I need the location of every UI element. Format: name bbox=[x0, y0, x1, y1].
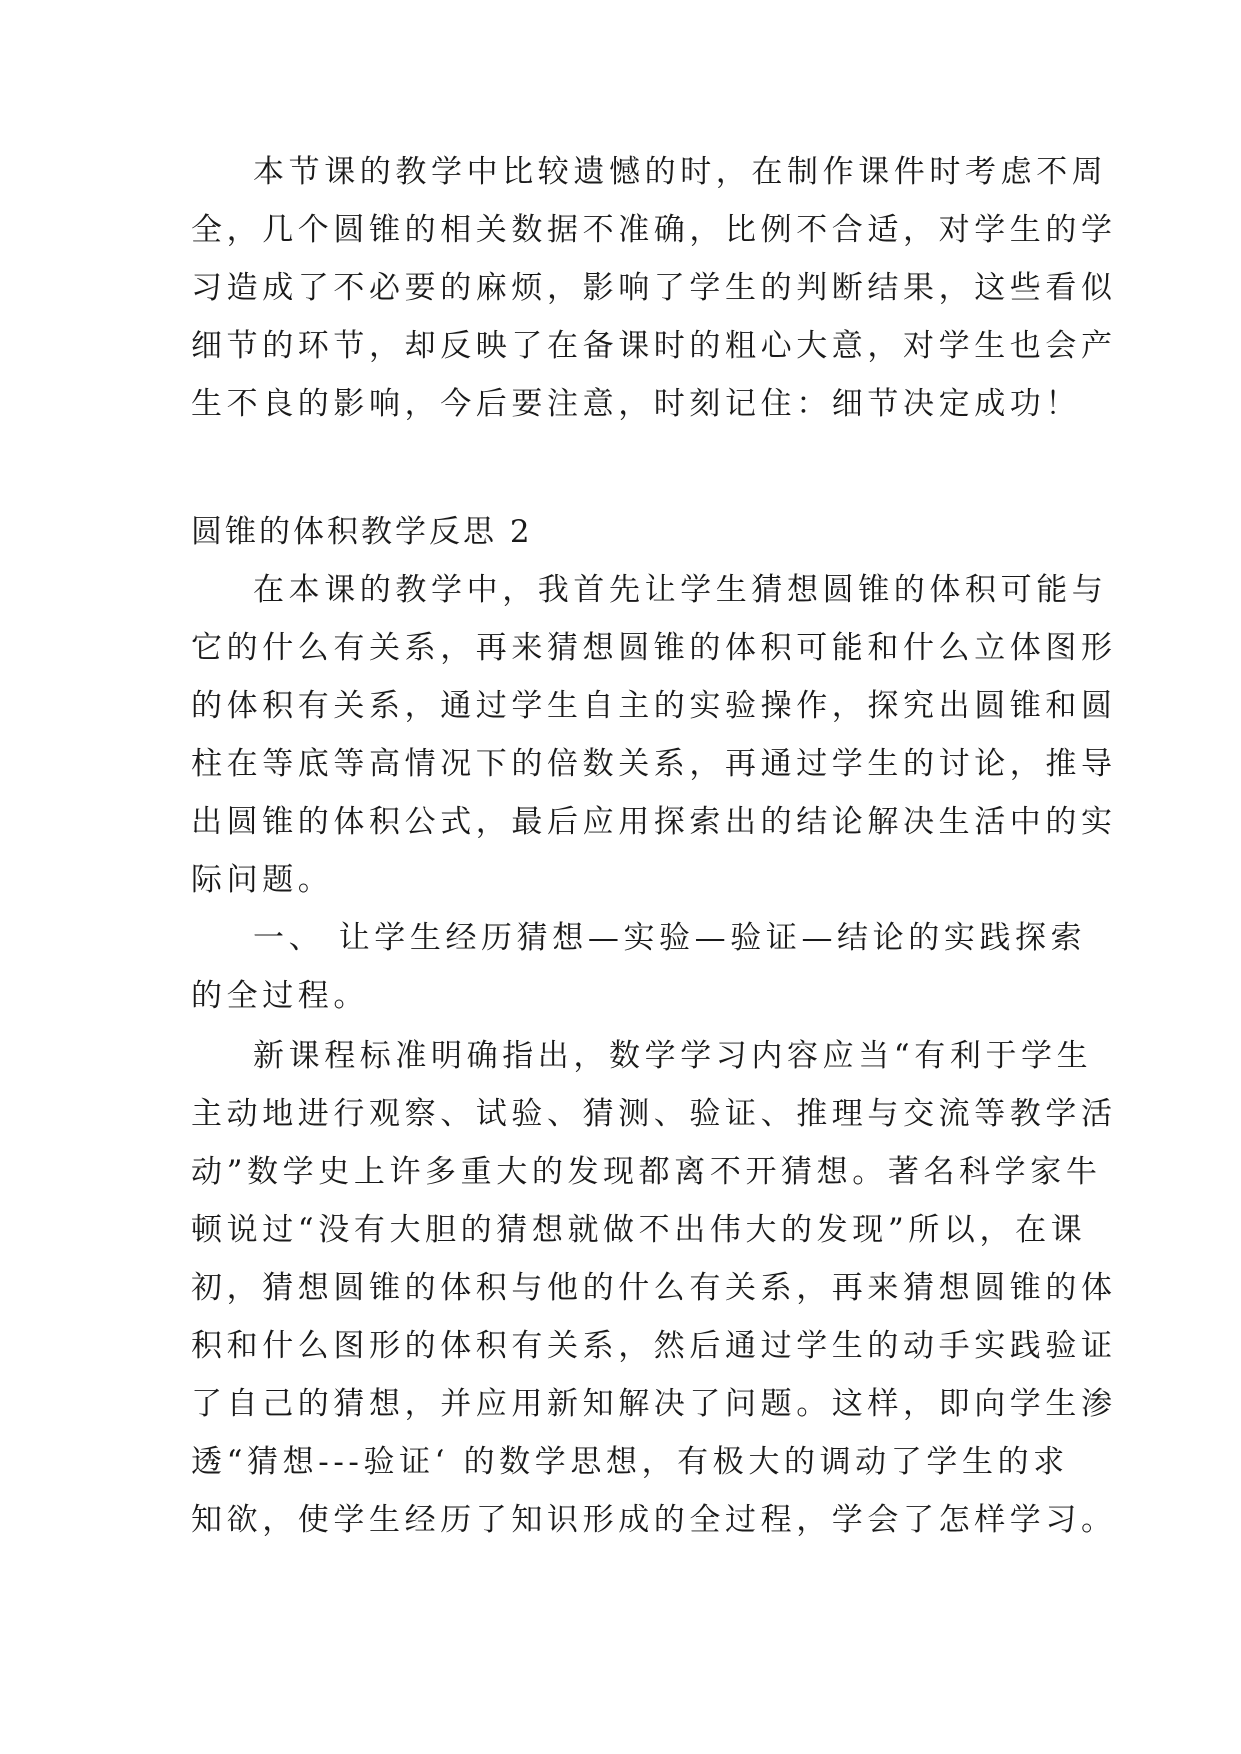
paragraph-2-line: 柱在等底等高情况下的倍数关系，再通过学生的讨论，推导 bbox=[191, 746, 1117, 782]
section-1-title-line: 的全过程。 bbox=[191, 978, 369, 1014]
paragraph-1-line: 本节课的教学中比较遗憾的时，在制作课件时考虑不周 bbox=[253, 154, 1108, 190]
paragraph-1-line: 全，几个圆锥的相关数据不准确，比例不合适，对学生的学 bbox=[191, 212, 1117, 248]
paragraph-2-line: 的体积有关系，通过学生自主的实验操作，探究出圆锥和圆 bbox=[191, 688, 1117, 724]
paragraph-3-line: 知欲，使学生经历了知识形成的全过程，学会了怎样学习。 bbox=[191, 1502, 1117, 1538]
paragraph-3-line: 主动地进行观察、试验、猜测、验证、推理与交流等教学活 bbox=[191, 1096, 1117, 1132]
paragraph-2-line: 际问题。 bbox=[191, 862, 334, 898]
paragraph-3-line: 积和什么图形的体积有关系，然后通过学生的动手实践验证 bbox=[191, 1328, 1117, 1364]
paragraph-2-line: 出圆锥的体积公式，最后应用探索出的结论解决生活中的实 bbox=[191, 804, 1117, 840]
section-1-title-line: 一、 让学生经历猜想—实验—验证—结论的实践探索 bbox=[253, 920, 1087, 956]
paragraph-3-line: 了自己的猜想，并应用新知解决了问题。这样，即向学生渗 bbox=[191, 1386, 1117, 1422]
paragraph-3-line: 初，猜想圆锥的体积与他的什么有关系，再来猜想圆锥的体 bbox=[191, 1270, 1117, 1306]
paragraph-1-line: 细节的环节，却反映了在备课时的粗心大意，对学生也会产 bbox=[191, 328, 1117, 364]
paragraph-3-line: 透“猜想---验证‘ 的数学思想，有极大的调动了学生的求 bbox=[191, 1444, 1069, 1480]
section-heading: 圆锥的体积教学反思 2 bbox=[191, 514, 533, 550]
paragraph-3-line: 新课程标准明确指出，数学学习内容应当“有利于学生 bbox=[253, 1038, 1093, 1074]
paragraph-3-line: 顿说过“没有大胆的猜想就做不出伟大的发现”所以，在课 bbox=[191, 1212, 1087, 1248]
paragraph-2-line: 它的什么有关系，再来猜想圆锥的体积可能和什么立体图形 bbox=[191, 630, 1117, 666]
paragraph-1-line: 习造成了不必要的麻烦，影响了学生的判断结果，这些看似 bbox=[191, 270, 1117, 306]
paragraph-3-line: 动”数学史上许多重大的发现都离不开猜想。著名科学家牛 bbox=[191, 1154, 1102, 1190]
paragraph-2-line: 在本课的教学中，我首先让学生猜想圆锥的体积可能与 bbox=[253, 572, 1108, 608]
paragraph-1-line: 生不良的影响，今后要注意，时刻记住：细节决定成功！ bbox=[191, 386, 1081, 422]
